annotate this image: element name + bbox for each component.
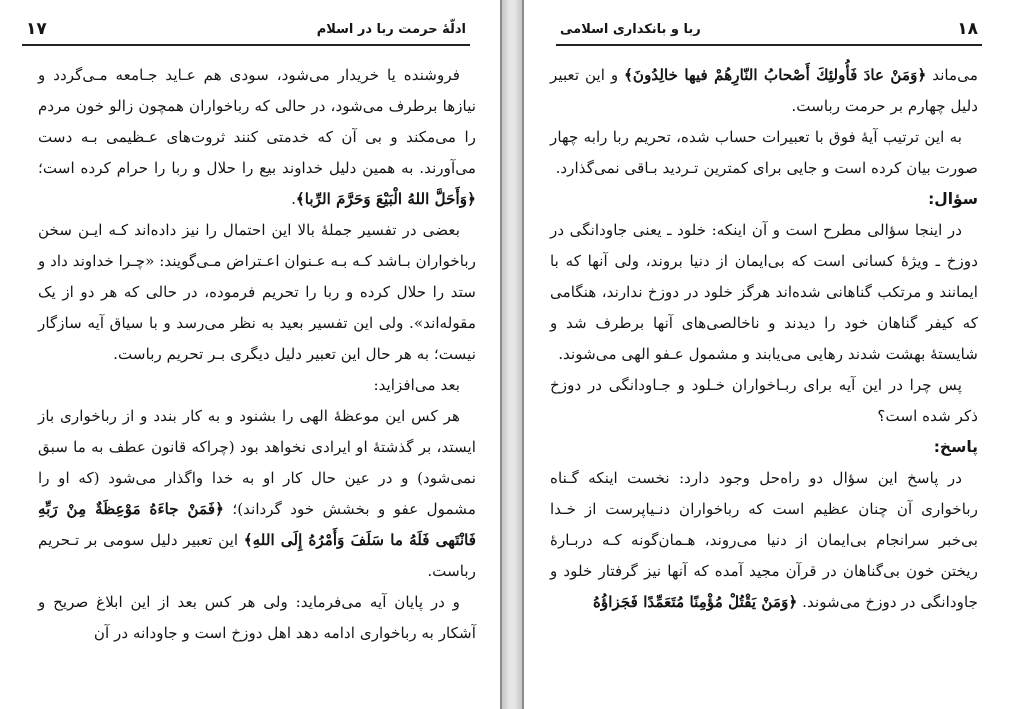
page-edge [500,0,502,709]
paragraph: در اینجا سؤالی مطرح است و آن اینکه: خلود ـ یعنی جاودانگی در دوزخ ـ ویژهٔ کسانی است که بی‌ایمان از دنیا بروند، ولی آنها که با ایمانند و مرتکب گناهانی شده‌اند هرگز خلود در دوزخ ندارند، هنگامی که کیفر گناهان خود را دیدند و ناخالصی‌های آنها برطرف شد و شایستهٔ بهشت شدند رهایی می‌یابند و مشمول عـفو الهی می‌شوند. [550,221,978,363]
section-heading: سؤال: [928,190,978,208]
quran-quote: ﴿وَمَنْ عادَ فَأُولئِكَ أَصْحابُ النّارِهُمْ فيها خالِدُونَ﴾ [624,66,927,84]
paragraph: می‌ماند ﴿وَمَنْ عادَ فَأُولئِكَ أَصْحابُ النّارِهُمْ فيها خالِدُونَ﴾ و این تعبیر دلیل چهارم بر حرمت رباست. [550,66,978,115]
paragraph: پس چرا در این آیه برای ربـاخواران خـلود و جـاودانگی در دوزخ ذکر شده است؟ [550,376,978,425]
quran-quote: ﴿وَمَنْ يَقْتُلْ مُؤْمِنًا مُتَعَمِّدًا فَجَزاؤُهُ [592,593,798,611]
quran-quote: ﴿وَأَحَلَّ اللهُ الْبَيْعَ وَحَرَّمَ الرِّبا﴾ [295,190,476,208]
paragraph: و در پایان آیه می‌فرماید: ولی هر کس بعد از این ابلاغ صریح و آشکار به رباخواری ادامه دهد اهل دوزخ است و جاودانه در آن [38,593,476,642]
paragraph: فروشنده یا خریدار می‌شود، سودی هم عـاید جـامعه مـی‌گردد و نیازها برطرف می‌شود، در حالی که رباخواران همچون زالو خون مردم را می‌مکند و بی آن که خدمتی کنند ثروت‌های عـظیمی بـه دست می‌آورند. به همین دلیل خداوند بیع را حلال و ربا را حرام کرده است؛ ﴿وَأَحَلَّ اللهُ الْبَيْعَ وَحَرَّمَ الرِّبا﴾. [38,66,476,208]
paragraph: بعد می‌افزاید: [373,376,460,394]
paragraph: بعضی در تفسیر جملهٔ بالا این احتمال را نیز داده‌اند کـه ایـن سخن رباخواران بـاشد کـه بـه عـنوان اعـتراض مـی‌گویند: «چـرا خداوند داد و ستد را حلال کرده و ربا را تحریم فرموده، در حالی که هر دو از یک مقوله‌اند». ولی این تفسیر بعید به نظر می‌رسد و با سیاق آیه سازگار نیست؛ به هر حال این تعبیر دلیل دیگری بـر تحریم رباست. [38,221,476,363]
left-page-body [38,60,476,649]
right-running-title: ربا و بانکداری اسلامی [560,22,701,37]
book-gutter [500,0,524,709]
right-page-header [556,18,982,46]
left-page-number: ۱۷ [26,19,47,39]
paragraph: در پاسخ این سؤال دو راه‌حل وجود دارد: نخست اینکه گـناه رباخواری آن چنان عظیم است که رباخواران دنـیاپرست از خـدا بی‌خبر سرانجام بی‌ایمان از دنیا می‌روند، هـمان‌گونه کـه دربـارهٔ ریختن خون بی‌گناهان در قرآن مجید آمده که آنها نیز گرفتار خلود و جاودانگی در دوزخ می‌شوند. ﴿وَمَنْ يَقْتُلْ مُؤْمِنًا مُتَعَمِّدًا فَجَزاؤُهُ [550,469,978,611]
left-page-header [22,18,470,46]
paragraph: به این ترتیب آیهٔ فوق با تعبیرات حساب شده، تحریم ربا رابه چهار صورت بیان کرده است و جایی برای کمترین تـردید بـاقی نمی‌گذارد. [550,128,978,177]
right-page-body [550,60,978,618]
left-page [0,0,500,709]
section-heading: پاسخ: [933,438,978,456]
left-running-title: ادلّهٔ حرمت ربا در اسلام [316,22,466,37]
quran-quote: ﴿فَمَنْ جاءَهُ مَوْعِظَةٌ مِنْ رَبِّهِ فَانْتَهى فَلَهُ ما سَلَفَ وَأَمْرُهُ إِلَى اللهِ﴾ [38,500,477,549]
right-page [524,0,1024,709]
right-page-number: ۱۸ [957,19,978,39]
paragraph: هر کس این موعظهٔ الهی را بشنود و به کار بندد و از رباخواری باز ایستد، بر گذشتهٔ او ایرادی نخواهد بود (چراکه قانون عطف به ما سبق نمی‌شود) و در عین حال کار او به خدا واگذار می‌شود (که او را مشمول عفو و بخشش خود گرداند)؛ ﴿فَمَنْ جاءَهُ مَوْعِظَةٌ مِنْ رَبِّهِ فَانْتَهى فَلَهُ ما سَلَفَ وَأَمْرُهُ إِلَى اللهِ﴾ این تعبیر دلیل سومی بر تـحریم رباست. [38,407,477,580]
